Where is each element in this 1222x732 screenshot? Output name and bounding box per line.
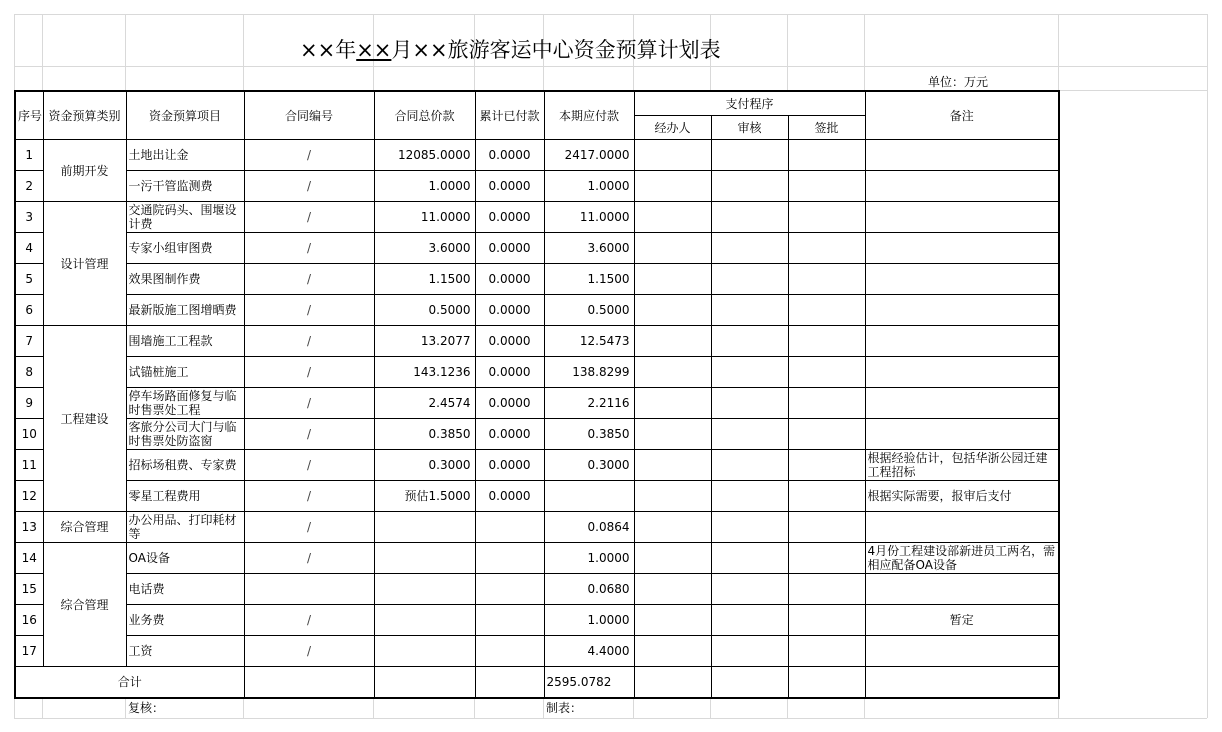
- cell-paid[interactable]: 0.0000: [475, 233, 544, 264]
- table-row: [15, 574, 1059, 605]
- cell-approve[interactable]: [788, 326, 865, 357]
- cell-item[interactable]: 土地出让金: [126, 140, 244, 171]
- table-row: [15, 543, 1059, 574]
- gridline: [1207, 14, 1208, 718]
- cell-seq[interactable]: 15: [15, 574, 43, 605]
- header-remarks[interactable]: 备注: [865, 91, 1059, 140]
- cell-remark[interactable]: [865, 419, 1059, 450]
- cell-seq[interactable]: 12: [15, 481, 43, 512]
- cell-approve[interactable]: [788, 233, 865, 264]
- cell-approve[interactable]: [788, 264, 865, 295]
- cell-remark[interactable]: [865, 574, 1059, 605]
- cell-handler[interactable]: [634, 636, 711, 667]
- cell-remark[interactable]: [865, 636, 1059, 667]
- header-paid-cumulative[interactable]: 累计已付款: [475, 91, 544, 140]
- cell-remark[interactable]: [865, 512, 1059, 543]
- cell-contract-total[interactable]: [374, 636, 475, 667]
- cell-category[interactable]: 工程建设: [43, 326, 126, 512]
- cell-item[interactable]: 客旅分公司大门与临时售票处防盗窗: [126, 419, 244, 450]
- cell-contract-no[interactable]: /: [244, 202, 374, 233]
- cell-paid[interactable]: 0.0000: [475, 295, 544, 326]
- cell-category[interactable]: 前期开发: [43, 140, 126, 202]
- header-category[interactable]: 资金预算类别: [43, 91, 126, 140]
- cell-item[interactable]: 最新版施工图增晒费: [126, 295, 244, 326]
- cell-approve[interactable]: [788, 295, 865, 326]
- cell-review[interactable]: [711, 295, 788, 326]
- cell-contract-total[interactable]: 预估1.5000: [374, 481, 475, 512]
- cell-contract-no[interactable]: /: [244, 450, 374, 481]
- cell-seq[interactable]: 2: [15, 171, 43, 202]
- cell-seq[interactable]: 7: [15, 326, 43, 357]
- budget-table: [14, 90, 1060, 699]
- cell-contract-no[interactable]: [244, 574, 374, 605]
- cell-contract-no[interactable]: /: [244, 295, 374, 326]
- cell-contract-total[interactable]: 11.0000: [374, 202, 475, 233]
- cell-review[interactable]: [711, 326, 788, 357]
- cell-seq[interactable]: 3: [15, 202, 43, 233]
- cell-handler[interactable]: [634, 512, 711, 543]
- cell-paid[interactable]: 0.0000: [475, 357, 544, 388]
- cell-paid[interactable]: 0.0000: [475, 171, 544, 202]
- cell-seq[interactable]: 5: [15, 264, 43, 295]
- cell-remark[interactable]: [865, 233, 1059, 264]
- cell-due[interactable]: 1.0000: [544, 543, 634, 574]
- cell-item[interactable]: 办公用品、打印耗材等: [126, 512, 244, 543]
- cell-seq[interactable]: 8: [15, 357, 43, 388]
- reviewer-label: 复核：: [128, 701, 165, 715]
- cell-contract-no[interactable]: /: [244, 171, 374, 202]
- cell-item[interactable]: 停车场路面修复与临时售票处工程: [126, 388, 244, 419]
- cell-approve[interactable]: [788, 419, 865, 450]
- cell-item[interactable]: 一污干管监测费: [126, 171, 244, 202]
- header-payment-process[interactable]: 支付程序: [634, 91, 865, 116]
- cell-handler[interactable]: [634, 419, 711, 450]
- cell-remark[interactable]: 根据实际需要，报审后支付: [865, 481, 1059, 512]
- cell-approve[interactable]: [788, 543, 865, 574]
- table-row: [15, 512, 1059, 543]
- table-row: [15, 202, 1059, 233]
- cell-remark[interactable]: [865, 264, 1059, 295]
- cell-handler[interactable]: [634, 264, 711, 295]
- header-due-current[interactable]: 本期应付款: [544, 91, 634, 140]
- cell-item[interactable]: 交通院码头、围堰设计费: [126, 202, 244, 233]
- cell-review[interactable]: [711, 512, 788, 543]
- cell-review[interactable]: [711, 171, 788, 202]
- cell-review[interactable]: [711, 264, 788, 295]
- cell-approve[interactable]: [788, 202, 865, 233]
- cell-handler[interactable]: [634, 326, 711, 357]
- cell-due[interactable]: 11.0000: [544, 202, 634, 233]
- cell-contract-total[interactable]: 0.3850: [374, 419, 475, 450]
- cell-review[interactable]: [711, 233, 788, 264]
- cell-approve[interactable]: [788, 140, 865, 171]
- cell-paid[interactable]: 0.0000: [475, 264, 544, 295]
- cell-paid[interactable]: 0.0000: [475, 450, 544, 481]
- cell-seq[interactable]: 13: [15, 512, 43, 543]
- cell-seq[interactable]: 6: [15, 295, 43, 326]
- cell-item[interactable]: 零星工程费用: [126, 481, 244, 512]
- cell-seq[interactable]: 9: [15, 388, 43, 419]
- cell-paid[interactable]: [475, 667, 544, 699]
- cell-category[interactable]: 设计管理: [43, 202, 126, 326]
- cell-item[interactable]: 招标场租费、专家费: [126, 450, 244, 481]
- cell-due[interactable]: 1.0000: [544, 605, 634, 636]
- cell-handler[interactable]: [634, 233, 711, 264]
- cell-due[interactable]: 1.1500: [544, 264, 634, 295]
- cell-due[interactable]: 1.0000: [544, 171, 634, 202]
- cell-remark[interactable]: 根据经验估计，包括华浙公园迁建工程招标: [865, 450, 1059, 481]
- cell-item[interactable]: 围墙施工工程款: [126, 326, 244, 357]
- cell-contract-no[interactable]: /: [244, 512, 374, 543]
- cell-review[interactable]: [711, 450, 788, 481]
- cell-handler[interactable]: [634, 543, 711, 574]
- table-row: [15, 233, 1059, 264]
- cell-seq[interactable]: 10: [15, 419, 43, 450]
- cell-remark[interactable]: [865, 202, 1059, 233]
- cell-paid[interactable]: 0.0000: [475, 419, 544, 450]
- header-approve[interactable]: 签批: [788, 116, 865, 140]
- cell-contract-no[interactable]: /: [244, 264, 374, 295]
- gridline: [14, 66, 1207, 67]
- cell-review[interactable]: [711, 202, 788, 233]
- table-row: [15, 605, 1059, 636]
- cell-handler[interactable]: [634, 357, 711, 388]
- title-prefix: ××年: [300, 38, 357, 62]
- header-item[interactable]: 资金预算项目: [126, 91, 244, 140]
- cell-paid[interactable]: [475, 636, 544, 667]
- title-suffix: ××旅游客运中心资金预算计划表: [412, 38, 721, 62]
- title-month-char: 月: [391, 38, 413, 62]
- cell-contract-total[interactable]: 3.6000: [374, 233, 475, 264]
- cell-review[interactable]: [711, 574, 788, 605]
- cell-remark[interactable]: [865, 667, 1059, 699]
- cell-approve[interactable]: [788, 574, 865, 605]
- cell-handler[interactable]: [634, 140, 711, 171]
- cell-handler[interactable]: [634, 450, 711, 481]
- cell-contract-total[interactable]: 1.0000: [374, 171, 475, 202]
- table-row: [15, 450, 1059, 481]
- preparer-label: 制表：: [546, 701, 583, 715]
- cell-review[interactable]: [711, 140, 788, 171]
- cell-item[interactable]: 业务费: [126, 605, 244, 636]
- cell-item[interactable]: 电话费: [126, 574, 244, 605]
- table-row: [15, 481, 1059, 512]
- cell-review[interactable]: [711, 667, 788, 699]
- cell-contract-total[interactable]: 143.1236: [374, 357, 475, 388]
- cell-paid[interactable]: [475, 512, 544, 543]
- cell-item[interactable]: 试锚桩施工: [126, 357, 244, 388]
- cell-due[interactable]: 2.2116: [544, 388, 634, 419]
- cell-approve[interactable]: [788, 667, 865, 699]
- total-row: [15, 667, 1059, 699]
- cell-contract-no[interactable]: /: [244, 233, 374, 264]
- cell-contract-total[interactable]: 1.1500: [374, 264, 475, 295]
- cell-contract-total[interactable]: 13.2077: [374, 326, 475, 357]
- cell-item[interactable]: 效果图制作费: [126, 264, 244, 295]
- header-seq[interactable]: 序号: [15, 91, 43, 140]
- cell-due[interactable]: 0.3000: [544, 450, 634, 481]
- gridline: [14, 718, 1207, 719]
- header-contract-total[interactable]: 合同总价款: [374, 91, 475, 140]
- cell-paid[interactable]: 0.0000: [475, 326, 544, 357]
- cell-contract-no[interactable]: /: [244, 357, 374, 388]
- cell-paid[interactable]: 0.0000: [475, 481, 544, 512]
- cell-category[interactable]: 综合管理: [43, 543, 126, 667]
- cell-contract-total[interactable]: 2.4574: [374, 388, 475, 419]
- cell-item[interactable]: 工资: [126, 636, 244, 667]
- cell-approve[interactable]: [788, 450, 865, 481]
- cell-due[interactable]: 0.0680: [544, 574, 634, 605]
- table-row: [15, 264, 1059, 295]
- cell-contract-total[interactable]: [374, 574, 475, 605]
- sheet-title: [300, 34, 780, 66]
- cell-contract-total[interactable]: [374, 667, 475, 699]
- table-row: [15, 357, 1059, 388]
- cell-due[interactable]: 138.8299: [544, 357, 634, 388]
- cell-remark[interactable]: [865, 357, 1059, 388]
- header-review[interactable]: 审核: [711, 116, 788, 140]
- total-due[interactable]: 2595.0782: [544, 667, 634, 699]
- cell-remark[interactable]: [865, 326, 1059, 357]
- cell-due[interactable]: 0.0864: [544, 512, 634, 543]
- cell-contract-total[interactable]: 0.3000: [374, 450, 475, 481]
- cell-contract-no[interactable]: /: [244, 419, 374, 450]
- cell-contract-total[interactable]: [374, 512, 475, 543]
- table-row: [15, 295, 1059, 326]
- table-row: [15, 388, 1059, 419]
- cell-approve[interactable]: [788, 512, 865, 543]
- cell-seq[interactable]: 1: [15, 140, 43, 171]
- cell-contract-total[interactable]: 0.5000: [374, 295, 475, 326]
- cell-category[interactable]: 综合管理: [43, 512, 126, 543]
- cell-due[interactable]: 2417.0000: [544, 140, 634, 171]
- cell-remark[interactable]: [865, 140, 1059, 171]
- cell-item[interactable]: 专家小组审图费: [126, 233, 244, 264]
- cell-review[interactable]: [711, 481, 788, 512]
- cell-remark[interactable]: [865, 388, 1059, 419]
- table-row: [15, 419, 1059, 450]
- cell-approve[interactable]: [788, 357, 865, 388]
- cell-approve[interactable]: [788, 388, 865, 419]
- unit-label: 单位：万元: [928, 75, 989, 89]
- cell-contract-no[interactable]: /: [244, 605, 374, 636]
- cell-approve[interactable]: [788, 636, 865, 667]
- cell-paid[interactable]: [475, 543, 544, 574]
- cell-remark[interactable]: 暂定: [865, 605, 1059, 636]
- cell-handler[interactable]: [634, 667, 711, 699]
- cell-review[interactable]: [711, 543, 788, 574]
- cell-contract-no[interactable]: /: [244, 636, 374, 667]
- total-label[interactable]: 合计: [15, 667, 244, 699]
- cell-due[interactable]: 0.5000: [544, 295, 634, 326]
- cell-handler[interactable]: [634, 295, 711, 326]
- cell-paid[interactable]: 0.0000: [475, 202, 544, 233]
- cell-due[interactable]: [544, 481, 634, 512]
- cell-contract-total[interactable]: [374, 543, 475, 574]
- cell-handler[interactable]: [634, 202, 711, 233]
- cell-handler[interactable]: [634, 574, 711, 605]
- cell-approve[interactable]: [788, 605, 865, 636]
- cell-seq[interactable]: 14: [15, 543, 43, 574]
- cell-review[interactable]: [711, 419, 788, 450]
- cell-contract-total[interactable]: [374, 605, 475, 636]
- cell-due[interactable]: 3.6000: [544, 233, 634, 264]
- table-row: [15, 636, 1059, 667]
- header-handler[interactable]: 经办人: [634, 116, 711, 140]
- cell-paid[interactable]: 0.0000: [475, 140, 544, 171]
- cell-handler[interactable]: [634, 605, 711, 636]
- table-row: [15, 326, 1059, 357]
- cell-approve[interactable]: [788, 171, 865, 202]
- cell-due[interactable]: 0.3850: [544, 419, 634, 450]
- cell-contract-no[interactable]: /: [244, 140, 374, 171]
- cell-handler[interactable]: [634, 481, 711, 512]
- cell-seq[interactable]: 16: [15, 605, 43, 636]
- cell-seq[interactable]: 4: [15, 233, 43, 264]
- cell-contract-total[interactable]: 12085.0000: [374, 140, 475, 171]
- cell-approve[interactable]: [788, 481, 865, 512]
- cell-item[interactable]: OA设备: [126, 543, 244, 574]
- cell-handler[interactable]: [634, 388, 711, 419]
- cell-contract-no[interactable]: /: [244, 326, 374, 357]
- cell-remark[interactable]: 4月份工程建设部新进员工两名，需相应配备OA设备: [865, 543, 1059, 574]
- cell-remark[interactable]: [865, 171, 1059, 202]
- cell-paid[interactable]: 0.0000: [475, 388, 544, 419]
- cell-paid[interactable]: [475, 605, 544, 636]
- header-contract-no[interactable]: 合同编号: [244, 91, 374, 140]
- cell-due[interactable]: 4.4000: [544, 636, 634, 667]
- cell-contract-no[interactable]: /: [244, 388, 374, 419]
- cell-contract-no[interactable]: /: [244, 543, 374, 574]
- cell-handler[interactable]: [634, 171, 711, 202]
- title-month-blank: ××: [356, 38, 392, 62]
- cell-review[interactable]: [711, 357, 788, 388]
- cell-seq[interactable]: 11: [15, 450, 43, 481]
- cell-paid[interactable]: [475, 574, 544, 605]
- gridline: [14, 14, 1207, 15]
- cell-due[interactable]: 12.5473: [544, 326, 634, 357]
- table-row: [15, 140, 1059, 171]
- cell-review[interactable]: [711, 605, 788, 636]
- cell-contract-no[interactable]: /: [244, 481, 374, 512]
- cell-remark[interactable]: [865, 295, 1059, 326]
- cell-contract-no[interactable]: [244, 667, 374, 699]
- cell-review[interactable]: [711, 388, 788, 419]
- cell-review[interactable]: [711, 636, 788, 667]
- cell-seq[interactable]: 17: [15, 636, 43, 667]
- table-row: [15, 171, 1059, 202]
